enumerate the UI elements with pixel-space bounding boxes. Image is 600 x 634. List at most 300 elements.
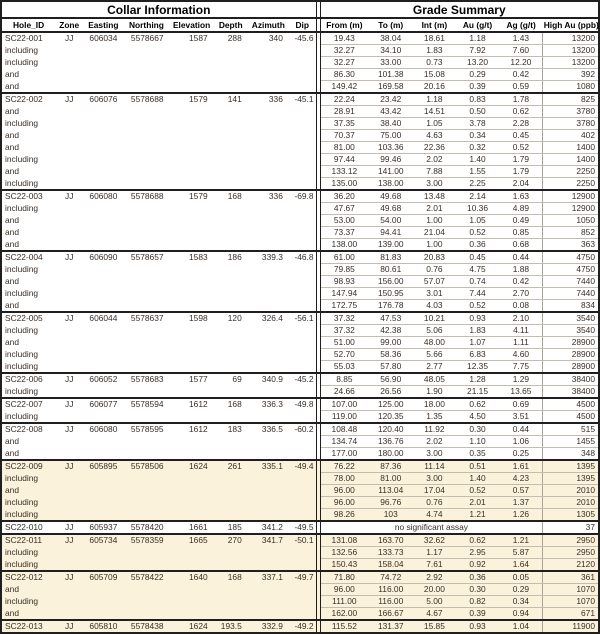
cell-zone xyxy=(55,325,83,337)
cell-dip xyxy=(289,448,316,461)
cell-ag: 13.65 xyxy=(500,386,543,399)
cell-northing: 5578657 xyxy=(123,251,169,264)
cell-dip: -49.4 xyxy=(289,460,316,473)
cell-northing xyxy=(123,411,169,424)
cell-depth xyxy=(214,57,248,69)
table-row xyxy=(1,521,599,534)
cell-high-au: 1305 xyxy=(543,509,599,522)
cell-elevation xyxy=(170,485,214,497)
cell-zone xyxy=(55,559,83,572)
cell-hole-id: including xyxy=(5,288,39,298)
cell-elevation: 1579 xyxy=(170,190,214,203)
cell-from: 81.00 xyxy=(320,142,368,154)
cell-depth xyxy=(214,386,248,399)
cell-easting xyxy=(83,584,123,596)
cell-from: 147.94 xyxy=(320,288,368,300)
cell-au: 21.15 xyxy=(455,386,499,399)
cell-northing xyxy=(123,448,169,461)
cell-zone xyxy=(55,300,83,313)
cell-interval: 20.00 xyxy=(413,584,455,596)
cell-dip xyxy=(289,337,316,349)
cell-high-au: 4750 xyxy=(543,251,599,264)
cell-azimuth: 336.3 xyxy=(248,398,289,411)
cell-azimuth xyxy=(248,608,289,621)
cell-dip xyxy=(289,264,316,276)
cell-au: 0.45 xyxy=(455,251,499,264)
cell-from: 86.30 xyxy=(320,69,368,81)
cell-to: 34.10 xyxy=(368,45,413,57)
cell-elevation xyxy=(170,69,214,81)
cell-from: 133.12 xyxy=(320,166,368,178)
cell-from: 177.00 xyxy=(320,448,368,461)
cell-high-au: 1395 xyxy=(543,460,599,473)
cell-easting: 606044 xyxy=(83,312,123,325)
cell-ag: 0.45 xyxy=(500,130,543,142)
table-row xyxy=(1,534,599,547)
cell-zone xyxy=(55,130,83,142)
table-row xyxy=(1,448,599,461)
cell-northing: 5578420 xyxy=(123,521,169,534)
cell-easting xyxy=(83,325,123,337)
cell-to: 103 xyxy=(368,509,413,522)
cell-interval: 0.76 xyxy=(413,264,455,276)
cell-elevation: 1587 xyxy=(170,32,214,45)
table-row xyxy=(1,227,599,239)
cell-depth xyxy=(214,485,248,497)
cell-dip xyxy=(289,203,316,215)
cell-high-au: 2010 xyxy=(543,485,599,497)
cell-dip: -56.1 xyxy=(289,312,316,325)
cell-zone xyxy=(55,106,83,118)
cell-ag: 1.29 xyxy=(500,373,543,386)
cell-ag: 1.21 xyxy=(500,534,543,547)
cell-interval: 2.02 xyxy=(413,436,455,448)
cell-depth: 186 xyxy=(214,251,248,264)
cell-azimuth xyxy=(248,497,289,509)
cell-to: 131.37 xyxy=(368,620,413,633)
cell-zone xyxy=(55,178,83,191)
cell-ag: 2.28 xyxy=(500,118,543,130)
cell-northing xyxy=(123,239,169,252)
cell-hole-id: and xyxy=(5,80,19,91)
cell-interval: 48.05 xyxy=(413,373,455,386)
cell-interval: 5.06 xyxy=(413,325,455,337)
cell-interval: 5.66 xyxy=(413,349,455,361)
cell-depth xyxy=(214,509,248,522)
cell-elevation xyxy=(170,45,214,57)
cell-depth xyxy=(214,288,248,300)
cell-northing: 5578688 xyxy=(123,190,169,203)
cell-to: 23.42 xyxy=(368,93,413,106)
cell-ag: 0.85 xyxy=(500,227,543,239)
cell-easting xyxy=(83,559,123,572)
cell-au: 0.93 xyxy=(455,620,499,633)
table-row xyxy=(1,411,599,424)
cell-azimuth xyxy=(248,349,289,361)
cell-elevation xyxy=(170,203,214,215)
cell-northing xyxy=(123,547,169,559)
cell-dip xyxy=(289,215,316,227)
cell-zone: JJ xyxy=(55,373,83,386)
cell-azimuth xyxy=(248,227,289,239)
cell-from: 61.00 xyxy=(320,251,368,264)
cell-depth xyxy=(214,436,248,448)
cell-to: 158.04 xyxy=(368,559,413,572)
cell-interval: 11.14 xyxy=(413,460,455,473)
cell-azimuth xyxy=(248,276,289,288)
cell-ag: 1.04 xyxy=(500,620,543,633)
cell-depth xyxy=(214,276,248,288)
table-row xyxy=(1,620,599,633)
cell-elevation: 1665 xyxy=(170,534,214,547)
cell-azimuth xyxy=(248,411,289,424)
cell-elevation xyxy=(170,337,214,349)
cell-elevation xyxy=(170,349,214,361)
cell-depth xyxy=(214,361,248,374)
cell-to: 139.00 xyxy=(368,239,413,252)
cell-hole-id: SC22-002 xyxy=(1,93,55,106)
cell-hole-id: SC22-006 xyxy=(1,373,55,386)
cell-northing xyxy=(123,276,169,288)
cell-elevation xyxy=(170,300,214,313)
cell-elevation xyxy=(170,106,214,118)
cell-dip xyxy=(289,300,316,313)
cell-azimuth: 337.1 xyxy=(248,571,289,584)
cell-zone xyxy=(55,264,83,276)
table-row xyxy=(1,497,599,509)
cell-hole-id: including xyxy=(5,264,39,274)
cell-elevation: 1598 xyxy=(170,312,214,325)
cell-dip xyxy=(289,81,316,94)
cell-au: 6.83 xyxy=(455,349,499,361)
cell-from: 96.00 xyxy=(320,485,368,497)
cell-easting xyxy=(83,361,123,374)
cell-depth: 270 xyxy=(214,534,248,547)
cell-easting xyxy=(83,288,123,300)
table-row xyxy=(1,325,599,337)
cell-easting: 605734 xyxy=(83,534,123,547)
col-header-azimuth: Azimuth xyxy=(248,18,289,32)
cell-ag: 1.06 xyxy=(500,436,543,448)
cell-azimuth: 336.5 xyxy=(248,423,289,436)
cell-northing: 5578667 xyxy=(123,32,169,45)
cell-depth xyxy=(214,154,248,166)
cell-northing xyxy=(123,608,169,621)
cell-au: 10.36 xyxy=(455,203,499,215)
cell-au: 7.92 xyxy=(455,45,499,57)
cell-azimuth xyxy=(248,239,289,252)
table-row xyxy=(1,398,599,411)
cell-easting: 606076 xyxy=(83,93,123,106)
grade-section-title: Grade Summary xyxy=(320,1,599,18)
cell-northing: 5578359 xyxy=(123,534,169,547)
cell-ag: 2.04 xyxy=(500,178,543,191)
cell-to: 166.67 xyxy=(368,608,413,621)
cell-azimuth: 341.2 xyxy=(248,521,289,534)
table-row xyxy=(1,251,599,264)
cell-elevation xyxy=(170,215,214,227)
cell-northing xyxy=(123,69,169,81)
cell-zone xyxy=(55,349,83,361)
cell-to: 38.40 xyxy=(368,118,413,130)
cell-interval: 0.76 xyxy=(413,497,455,509)
cell-northing xyxy=(123,288,169,300)
cell-dip xyxy=(289,106,316,118)
cell-easting xyxy=(83,142,123,154)
cell-ag: 4.60 xyxy=(500,349,543,361)
cell-elevation xyxy=(170,436,214,448)
cell-au: 0.30 xyxy=(455,584,499,596)
cell-from: 22.24 xyxy=(320,93,368,106)
cell-high-au: 38400 xyxy=(543,386,599,399)
cell-interval: 4.74 xyxy=(413,509,455,522)
cell-ag: 1.43 xyxy=(500,32,543,45)
cell-to: 26.56 xyxy=(368,386,413,399)
cell-to: 113.04 xyxy=(368,485,413,497)
cell-au: 0.62 xyxy=(455,534,499,547)
cell-from: 47.67 xyxy=(320,203,368,215)
cell-azimuth xyxy=(248,69,289,81)
table-row xyxy=(1,509,599,522)
cell-depth: 168 xyxy=(214,190,248,203)
cell-azimuth: 336 xyxy=(248,93,289,106)
cell-northing xyxy=(123,142,169,154)
cell-hole-id: SC22-007 xyxy=(1,398,55,411)
cell-au: 1.28 xyxy=(455,373,499,386)
cell-from: 79.85 xyxy=(320,264,368,276)
cell-from: 134.74 xyxy=(320,436,368,448)
cell-dip xyxy=(289,118,316,130)
cell-high-au: 7440 xyxy=(543,288,599,300)
cell-zone: JJ xyxy=(55,534,83,547)
cell-high-au: 671 xyxy=(543,608,599,621)
cell-high-au: 12900 xyxy=(543,190,599,203)
cell-from: 32.27 xyxy=(320,45,368,57)
col-header-easting: Easting xyxy=(83,18,123,32)
cell-to: 47.53 xyxy=(368,312,413,325)
table-row xyxy=(1,436,599,448)
cell-azimuth: 341.7 xyxy=(248,534,289,547)
cell-au: 7.44 xyxy=(455,288,499,300)
cell-northing xyxy=(123,166,169,178)
cell-to: 103.36 xyxy=(368,142,413,154)
cell-au: 0.50 xyxy=(455,106,499,118)
col-header-dip: Dip xyxy=(289,18,316,32)
cell-high-au: 834 xyxy=(543,300,599,313)
cell-from: 37.35 xyxy=(320,118,368,130)
cell-interval: 1.00 xyxy=(413,215,455,227)
cell-to: 49.68 xyxy=(368,190,413,203)
cell-from: 71.80 xyxy=(320,571,368,584)
table-row xyxy=(1,264,599,276)
cell-interval: 1.35 xyxy=(413,411,455,424)
cell-from: 76.22 xyxy=(320,460,368,473)
cell-northing: 5578683 xyxy=(123,373,169,386)
cell-au: 1.07 xyxy=(455,337,499,349)
cell-depth xyxy=(214,337,248,349)
cell-from: 96.00 xyxy=(320,497,368,509)
cell-azimuth xyxy=(248,337,289,349)
cell-high-au: 1455 xyxy=(543,436,599,448)
cell-elevation xyxy=(170,361,214,374)
cell-depth: 69 xyxy=(214,373,248,386)
cell-elevation xyxy=(170,448,214,461)
cell-hole-id: including xyxy=(5,349,39,359)
cell-high-au: 1400 xyxy=(543,142,599,154)
cell-interval: 14.51 xyxy=(413,106,455,118)
cell-elevation: 1661 xyxy=(170,521,214,534)
cell-ag: 1.63 xyxy=(500,190,543,203)
cell-interval: 22.36 xyxy=(413,142,455,154)
cell-zone xyxy=(55,608,83,621)
cell-easting xyxy=(83,57,123,69)
cell-depth: 168 xyxy=(214,571,248,584)
cell-high-au: 1395 xyxy=(543,473,599,485)
cell-high-au: 28900 xyxy=(543,337,599,349)
cell-dip xyxy=(289,276,316,288)
cell-easting xyxy=(83,509,123,522)
cell-northing xyxy=(123,215,169,227)
cell-zone xyxy=(55,57,83,69)
cell-ag: 0.52 xyxy=(500,142,543,154)
cell-zone xyxy=(55,337,83,349)
cell-to: 163.70 xyxy=(368,534,413,547)
cell-dip xyxy=(289,178,316,191)
cell-high-au: 2950 xyxy=(543,547,599,559)
cell-depth: 185 xyxy=(214,521,248,534)
cell-hole-id: SC22-011 xyxy=(1,534,55,547)
cell-zone xyxy=(55,154,83,166)
cell-zone: JJ xyxy=(55,190,83,203)
cell-zone: JJ xyxy=(55,93,83,106)
cell-depth xyxy=(214,559,248,572)
column-header-row xyxy=(1,18,599,32)
cell-ag: 12.20 xyxy=(500,57,543,69)
cell-high-au: 13200 xyxy=(543,45,599,57)
table-row xyxy=(1,559,599,572)
cell-hole-id: and xyxy=(5,447,19,458)
cell-ag: 4.23 xyxy=(500,473,543,485)
cell-azimuth xyxy=(248,584,289,596)
cell-zone xyxy=(55,547,83,559)
cell-high-au: 3540 xyxy=(543,312,599,325)
cell-high-au: 361 xyxy=(543,571,599,584)
cell-to: 80.61 xyxy=(368,264,413,276)
cell-azimuth xyxy=(248,473,289,485)
cell-azimuth xyxy=(248,118,289,130)
cell-dip xyxy=(289,325,316,337)
table-row xyxy=(1,473,599,485)
cell-depth xyxy=(214,81,248,94)
cell-dip xyxy=(289,497,316,509)
cell-easting xyxy=(83,596,123,608)
table-row xyxy=(1,373,599,386)
cell-dip xyxy=(289,45,316,57)
cell-au: 2.14 xyxy=(455,190,499,203)
col-header-high-au: High Au (ppb) xyxy=(543,20,599,30)
cell-dip xyxy=(289,142,316,154)
cell-dip xyxy=(289,57,316,69)
cell-from: 8.85 xyxy=(320,373,368,386)
cell-hole-id: including xyxy=(5,45,39,55)
cell-hole-id: and xyxy=(1,485,55,497)
cell-zone xyxy=(55,45,83,57)
cell-northing xyxy=(123,497,169,509)
cell-zone xyxy=(55,596,83,608)
table-row xyxy=(1,571,599,584)
cell-zone xyxy=(55,69,83,81)
cell-au: 0.51 xyxy=(455,460,499,473)
cell-elevation xyxy=(170,497,214,509)
cell-high-au: 1050 xyxy=(543,215,599,227)
cell-azimuth: 326.4 xyxy=(248,312,289,325)
cell-from: 28.91 xyxy=(320,106,368,118)
table-row xyxy=(1,142,599,154)
cell-dip xyxy=(289,436,316,448)
cell-ag: 0.44 xyxy=(500,423,543,436)
cell-hole-id: and xyxy=(5,337,19,347)
cell-ag: 0.68 xyxy=(500,239,543,252)
cell-from: 19.43 xyxy=(320,32,368,45)
cell-interval: 11.92 xyxy=(413,423,455,436)
cell-to: 43.42 xyxy=(368,106,413,118)
cell-northing: 5578438 xyxy=(123,620,169,633)
cell-elevation xyxy=(170,142,214,154)
cell-interval: 4.03 xyxy=(413,300,455,313)
cell-from: 98.26 xyxy=(320,509,368,522)
cell-dip xyxy=(289,130,316,142)
cell-zone xyxy=(55,227,83,239)
cell-azimuth xyxy=(248,154,289,166)
cell-northing xyxy=(123,361,169,374)
cell-high-au: 12900 xyxy=(543,203,599,215)
cell-from: 36.20 xyxy=(320,190,368,203)
cell-zone xyxy=(55,473,83,485)
cell-zone xyxy=(55,485,83,497)
cell-au: 1.55 xyxy=(455,166,499,178)
cell-au: 0.74 xyxy=(455,276,499,288)
cell-easting: 605810 xyxy=(83,620,123,633)
cell-hole-id: including xyxy=(5,177,39,188)
cell-hole-id: and xyxy=(5,130,19,140)
cell-ag: 0.69 xyxy=(500,398,543,411)
cell-azimuth: 340 xyxy=(248,32,289,45)
cell-high-au: 4500 xyxy=(543,398,599,411)
cell-au: 0.93 xyxy=(455,312,499,325)
cell-ag: 1.26 xyxy=(500,509,543,522)
cell-interval: 3.00 xyxy=(413,473,455,485)
cell-to: 54.00 xyxy=(368,215,413,227)
cell-high-au: 1070 xyxy=(543,596,599,608)
table-row xyxy=(1,69,599,81)
cell-hole-id: and xyxy=(5,436,19,446)
cell-au: 0.30 xyxy=(455,423,499,436)
col-header-elevation: Elevation xyxy=(170,18,214,32)
cell-to: 96.76 xyxy=(368,497,413,509)
cell-azimuth xyxy=(248,436,289,448)
cell-depth xyxy=(214,596,248,608)
cell-zone xyxy=(55,448,83,461)
col-header-ag: Ag (g/t) xyxy=(500,18,543,32)
cell-to: 133.73 xyxy=(368,547,413,559)
cell-hole-id: including xyxy=(5,154,39,164)
cell-interval: 57.07 xyxy=(413,276,455,288)
table-row xyxy=(1,423,599,436)
cell-northing xyxy=(123,178,169,191)
cell-azimuth xyxy=(248,106,289,118)
section-title-row xyxy=(1,1,599,18)
cell-ag: 5.87 xyxy=(500,547,543,559)
